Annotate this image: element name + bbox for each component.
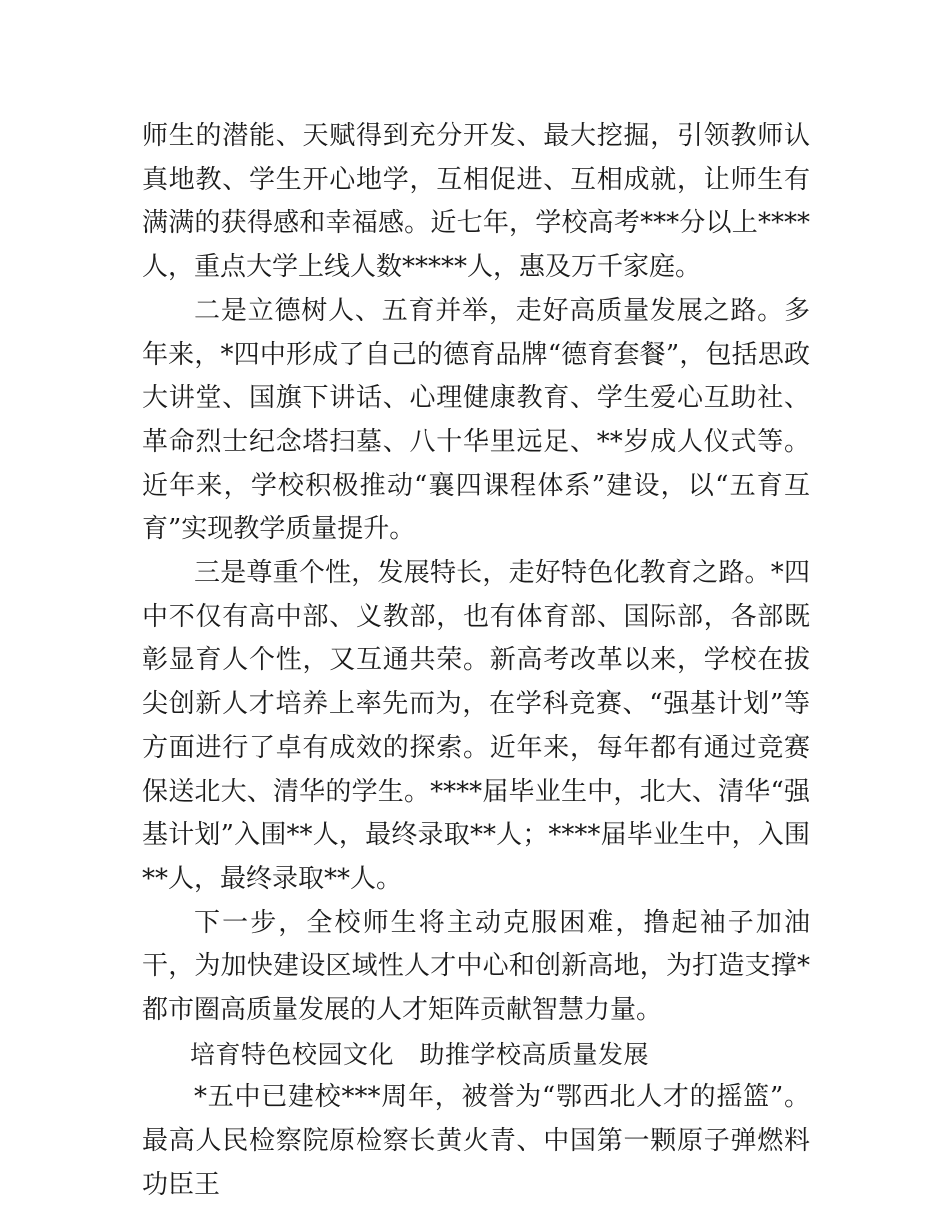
paragraph-fifth-school: *五中已建校***周年，被誉为“鄂西北人才的摇篮”。最高人民检察院原检察长黄火青、中国第一颗原子弹燃料功臣王	[142, 1082, 810, 1200]
paragraph-next-step: 下一步，全校师生将主动克服困难，撸起袖子加油干，为加快建设区域性人才中心和创新高地，为打造支撑*都市圈高质量发展的人才矩阵贡献智慧力量。	[142, 907, 810, 1026]
paragraph-continuation: 师生的潜能、天赋得到充分开发、最大挖掘，引领教师认真地教、学生开心地学，互相促进、互相成就，让师生有满满的获得感和幸福感。近七年，学校高考***分以上****人，重点大学上线人数*****人，惠及万千家庭。	[142, 121, 810, 283]
paragraph-moral-education: 二是立德树人、五育并举，走好高质量发展之路。多年来，*四中形成了自己的德育品牌“德育套餐”，包括思政大讲堂、国旗下讲话、心理健康教育、学生爱心互助社、革命烈士纪念塔扫墓、八十华里远足、**岁成人仪式等。近年来，学校积极推动“襄四课程体系”建设，以“五育互育”实现教学质量提升。	[142, 295, 810, 545]
section-subheading: 培育特色校园文化 助推学校高质量发展	[190, 1039, 650, 1069]
paragraph-individuality: 三是尊重个性，发展特长，走好特色化教育之路。*四中不仅有高中部、义教部，也有体育部、国际部，各部既彰显育人个性，又互通共荣。新高考改革以来，学校在拔尖创新人才培养上率先而为，在学科竞赛、“强基计划”等方面进行了卓有成效的探索。近年来，每年都有通过竞赛保送北大、清华的学生。****届毕业生中，北大、清华“强基计划”入围**人，最终录取**人；****届毕业生中，入围**人，最终录取**人。	[142, 558, 810, 894]
document-body	[142, 115, 810, 1208]
